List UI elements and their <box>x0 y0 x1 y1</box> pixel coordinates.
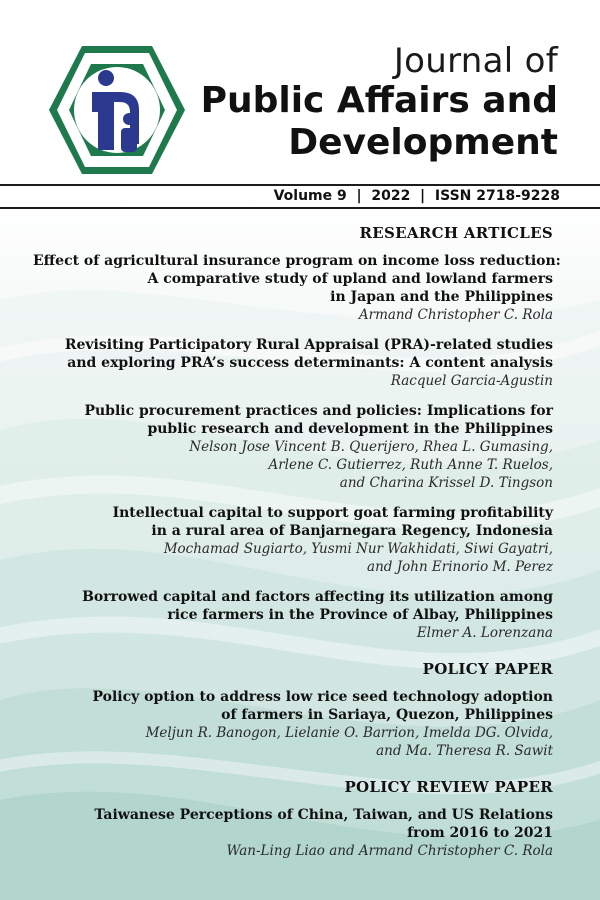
masthead <box>178 42 558 164</box>
title-line: A comparative study of upland and lowland farmers <box>147 271 553 287</box>
article-title <box>33 504 553 540</box>
title-line: Intellectual capital to support goat farming profitability <box>112 505 553 521</box>
journal-title-line2: Public Affairs and <box>200 80 558 121</box>
title-line: Borrowed capital and factors affecting its utilization among <box>82 589 553 605</box>
table-of-contents <box>33 224 561 872</box>
journal-logo-icon <box>47 40 187 180</box>
title-line: in Japan and the Philippines <box>330 289 553 305</box>
article-authors <box>33 306 553 324</box>
title-line: rice farmers in the Province of Albay, Philippines <box>167 607 553 623</box>
author-line: and Ma. Theresa R. Sawit <box>376 743 553 759</box>
author-line: Mochamad Sugiarto, Yusmi Nur Wakhidati, Siwi Gayatri, <box>163 541 553 557</box>
author-line: Arlene C. Gutierrez, Ruth Anne T. Ruelos, <box>268 457 553 473</box>
article-title <box>33 336 553 372</box>
article-authors <box>33 842 553 860</box>
author-line: Armand Christopher C. Rola <box>358 307 553 323</box>
article-title <box>33 402 553 438</box>
author-line: Wan-Ling Liao and Armand Christopher C. Rola <box>226 843 553 859</box>
article-title <box>33 252 561 306</box>
article-entry <box>33 588 553 642</box>
article-title <box>33 806 553 842</box>
article-authors <box>33 540 553 576</box>
title-line: from 2016 to 2021 <box>407 825 553 841</box>
author-line: Elmer A. Lorenzana <box>416 625 553 641</box>
title-line: of farmers in Sariaya, Quezon, Philippines <box>221 707 553 723</box>
title-line: Revisiting Participatory Rural Appraisal (PRA)-related studies <box>64 337 553 353</box>
article-entry <box>33 688 553 760</box>
article-authors <box>33 624 553 642</box>
article-title <box>33 688 553 724</box>
article-entry <box>33 402 553 492</box>
article-entry <box>33 252 561 324</box>
title-line: in a rural area of Banjarnegara Regency, Indonesia <box>151 523 553 539</box>
section-heading-policy-paper: POLICY PAPER <box>422 660 553 678</box>
section-heading-policy-review-paper: POLICY REVIEW PAPER <box>344 778 553 796</box>
article-entry <box>33 806 553 860</box>
article-entry <box>33 336 553 390</box>
author-line: Nelson Jose Vincent B. Querijero, Rhea L. Gumasing, <box>189 439 553 455</box>
article-authors <box>33 438 553 492</box>
issue-info: Volume 9 | 2022 | ISSN 2718-9228 <box>273 188 560 204</box>
title-line: Effect of agricultural insurance program on income loss reduction: <box>33 253 561 269</box>
title-line: and exploring PRA’s success determinants: A content analysis <box>67 355 553 371</box>
article-authors <box>33 724 553 760</box>
article-entry <box>33 504 553 576</box>
section-heading-research-articles: RESEARCH ARTICLES <box>359 224 553 242</box>
divider-bottom <box>0 207 600 209</box>
article-title <box>33 588 553 624</box>
author-line: Meljun R. Banogon, Lielanie O. Barrion, Imelda DG. Olvida, <box>145 725 553 741</box>
title-line: Taiwanese Perceptions of China, Taiwan, and US Relations <box>94 807 553 823</box>
article-authors <box>33 372 553 390</box>
journal-title-line1: Journal of <box>393 41 558 81</box>
title-line: Public procurement practices and policies: Implications for <box>84 403 553 419</box>
author-line: and Charina Krissel D. Tingson <box>339 475 553 491</box>
title-line: public research and development in the Philippines <box>147 421 553 437</box>
journal-title-line3: Development <box>288 122 558 163</box>
author-line: and John Erinorio M. Perez <box>367 559 553 575</box>
title-line: Policy option to address low rice seed technology adoption <box>92 689 553 705</box>
author-line: Racquel Garcia-Agustin <box>390 373 553 389</box>
